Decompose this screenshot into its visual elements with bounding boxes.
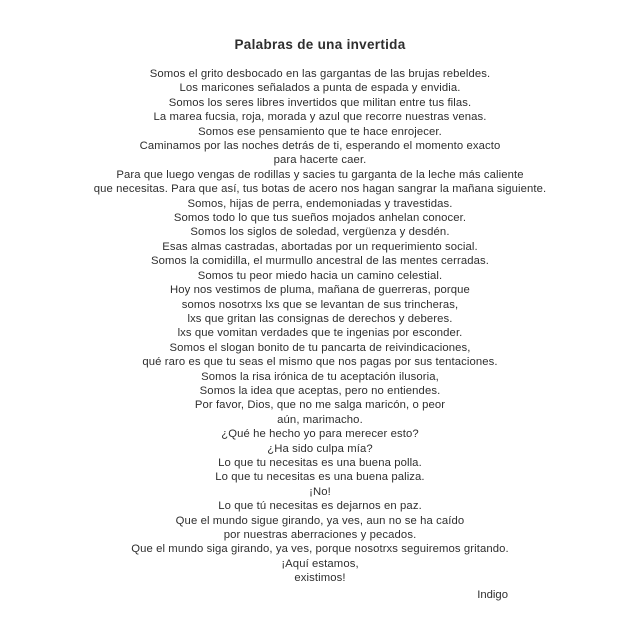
poem-line: Somos la comidilla, el murmullo ancestral de las mentes cerradas. bbox=[150, 255, 489, 268]
poem-line: Esas almas castradas, abortadas por un requerimiento social. bbox=[162, 240, 478, 253]
poem-line: Lo que tú necesitas es dejarnos en paz. bbox=[218, 500, 422, 513]
poem-line: Hoy nos vestimos de pluma, mañana de guerreras, porque bbox=[170, 284, 470, 297]
poem-line: somos nosotrxs lxs que se levantan de sus trincheras, bbox=[181, 298, 459, 311]
poem-line: Somos ese pensamiento que te hace enrojecer. bbox=[198, 125, 442, 138]
poem-line: ¿Ha sido culpa mía? bbox=[267, 442, 373, 455]
poem-line: aún, marimacho. bbox=[277, 413, 363, 426]
poem-line: Somos tu peor miedo hacia un camino celestial. bbox=[197, 269, 443, 282]
poem-line: Somos la risa irónica de tu aceptación ilusoria, bbox=[201, 370, 439, 383]
poem-line: lxs que vomitan verdades que te ingenias por esconder. bbox=[177, 327, 463, 340]
poem-line: qué raro es que tu seas el mismo que nos pagas por sus tentaciones. bbox=[142, 356, 498, 369]
poem-author-signature: Indigo bbox=[477, 588, 508, 601]
poem-line: Los maricones señalados a punta de espada y envidia. bbox=[179, 82, 461, 95]
poem-line: Somos los seres libres invertidos que militan entre tus filas. bbox=[168, 96, 472, 109]
poem-line: por nuestras aberraciones y pecados. bbox=[223, 529, 417, 541]
poem-line: ¡Aquí estamos, bbox=[281, 557, 359, 570]
poem-line: ¡No! bbox=[309, 485, 331, 498]
poem-line: ¿Qué he hecho yo para merecer esto? bbox=[221, 428, 419, 441]
poem-line: Que el mundo siga girando, ya ves, porque nosotrxs seguiremos gritando. bbox=[131, 543, 509, 556]
poem-line: Lo que tu necesitas es una buena paliza. bbox=[215, 471, 425, 484]
poem-line: que necesitas. Para que así, tus botas de acero nos hagan sangrar la mañana siguiente. bbox=[93, 183, 547, 196]
poem-line: Somos el grito desbocado en las gargantas de las brujas rebeldes. bbox=[149, 68, 491, 80]
poem-line: Somos los siglos de soledad, vergüenza y desdén. bbox=[190, 226, 450, 239]
poem-line: Somos la idea que aceptas, pero no entiendes. bbox=[199, 384, 441, 397]
poem-line: La marea fucsia, roja, morada y azul que recorre nuestras venas. bbox=[153, 111, 487, 124]
poem-line: Por favor, Dios, que no me salga maricón, o peor bbox=[194, 399, 446, 412]
poem-title: Palabras de una invertida bbox=[234, 37, 406, 52]
poem-line: Somos, hijas de perra, endemoniadas y travestidas. bbox=[187, 197, 453, 210]
poem-line: existimos! bbox=[294, 572, 346, 585]
poem-line: lxs que gritan las consignas de derechos y deberes. bbox=[187, 312, 453, 325]
poem-line: Que el mundo sigue girando, ya ves, aun no se ha caído bbox=[175, 514, 465, 527]
poem-line: Para que luego vengas de rodillas y sacies tu garganta de la leche más caliente bbox=[116, 168, 524, 181]
poem-body bbox=[0, 67, 640, 586]
poem-line: Caminamos por las noches detrás de ti, esperando el momento exacto bbox=[139, 140, 501, 153]
poem-line: Somos todo lo que tus sueños mojados anhelan conocer. bbox=[173, 212, 467, 225]
poem-line: Somos el slogan bonito de tu pancarta de reivindicaciones, bbox=[169, 341, 471, 354]
poem-line: Lo que tu necesitas es una buena polla. bbox=[218, 456, 422, 469]
poem-line: para hacerte caer. bbox=[273, 154, 367, 167]
